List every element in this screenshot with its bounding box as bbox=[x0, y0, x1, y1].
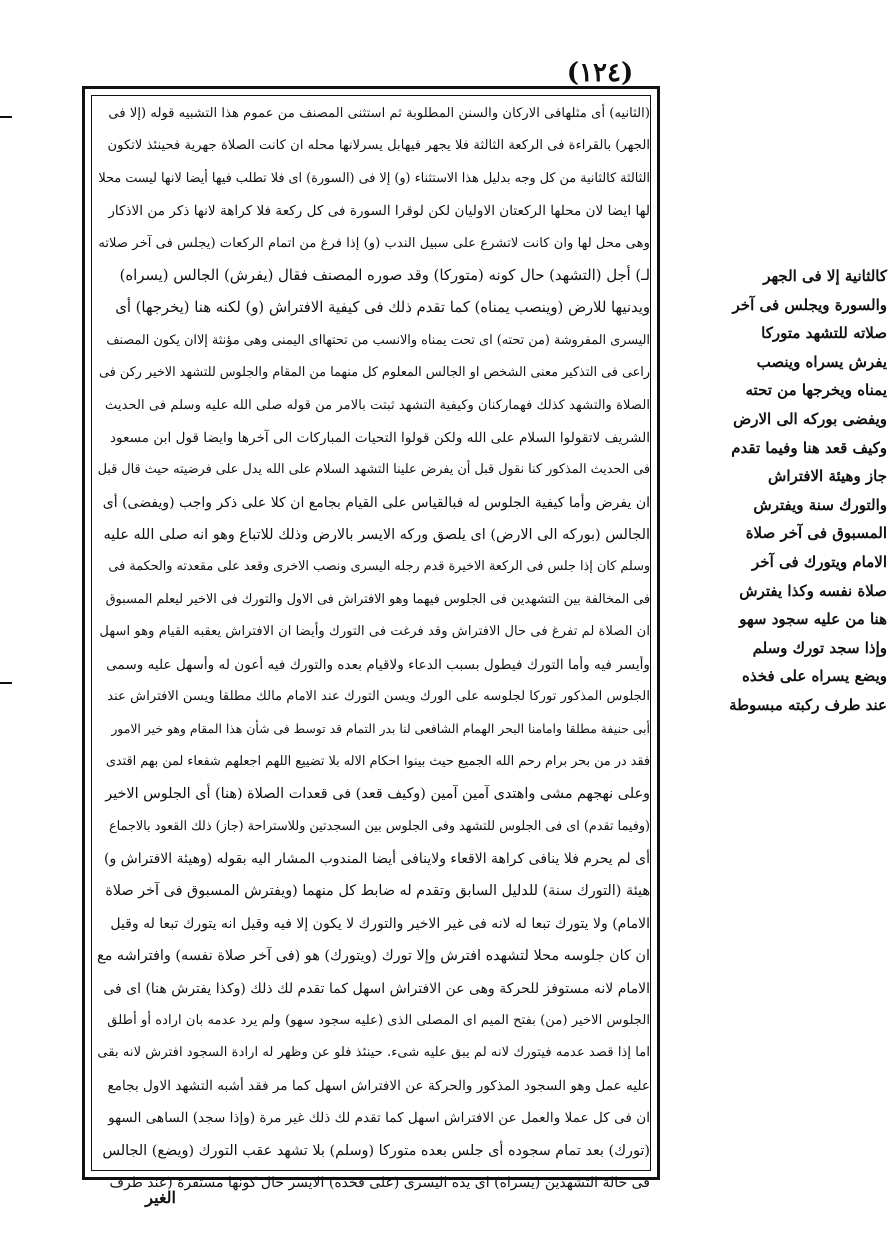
margin-line: والتورك سنة ويفترش bbox=[753, 495, 887, 514]
main-line: ان الصلاة لم تفرغ فى حال الافتراش وقد فرغت فى التورك وأيضا ان الافتراش يعقبه القيام وهو اسهل bbox=[99, 624, 650, 640]
main-line: اما إذا قصد عدمه فيتورك لانه لم يبق عليه شىء. حينئذ فلو عن وظهر له ارادة السجود افترش لانه بقى bbox=[97, 1045, 650, 1061]
margin-line: عند طرف ركبته مبسوطة bbox=[729, 695, 887, 714]
left-edge-mark-bottom bbox=[0, 682, 12, 684]
main-line: راعى فى التذكير معنى الشخص او الجالس المعلوم كل منهما من المقام والجلوس للتشهد الاخير ركن فى bbox=[99, 365, 650, 381]
main-line: أى لم يحرم فلا ينافى كراهة الاقعاء ولاينافى أيضا المندوب المشار اليه بقوله (وهيئة الافتراش و) bbox=[104, 850, 650, 867]
main-line: فى المخالفة بين التشهدين فى الجلوس فيهما وهو الافتراش فى الاول والتورك فى الاخير ليعلم المسبوق bbox=[105, 591, 650, 607]
left-edge-mark-top bbox=[0, 116, 12, 118]
margin-line: يمناه ويخرجها من تحته bbox=[745, 381, 887, 400]
margin-line: المسبوق فى آخر صلاة bbox=[745, 524, 887, 543]
main-line: الصلاة والتشهد كذلك فهماركنان وكيفية التشهد ثبتت بالامر من قوله صلى الله عليه وسلم فى الحديث bbox=[104, 397, 650, 413]
main-line: وأيسر فيه وأما التورك فيطول بسبب الدعاء ولاقيام بعده والتورك فيه أعون له وأسهل عليه وسمى bbox=[106, 656, 650, 673]
main-line: وسلم كان إذا جلس فى الركعة الاخيرة قدم رجله اليسرى ونصب الاخرى وقعد على مقعدته والحكمة فى bbox=[108, 559, 650, 575]
margin-line: الامام ويتورك فى آخر bbox=[752, 552, 887, 571]
main-line: لـ) أجل (التشهد) حال كونه (متوركا) وقد صوره المصنف فقال (يفرش) الجالس (يسراه) bbox=[119, 266, 650, 284]
margin-line: ويضع يسراه على فخذه bbox=[742, 667, 887, 686]
main-line: الجلوس المذكور توركا لجلوسه على الورك ويسن التورك عند الامام مالك مطلقا ويسن الافتراش عند bbox=[107, 689, 650, 705]
margin-line: صلاة نفسه وكذا يفترش bbox=[739, 581, 887, 600]
main-line: الجالس (بوركه الى الارض) اى يلصق وركه الايسر بالارض وذلك للاتباع وهو انه صلى الله عليه bbox=[103, 527, 650, 544]
margin-line: كالثانية إلا فى الجهر bbox=[763, 267, 887, 285]
main-line: الامام لانه مستوفز للحركة وهى عن الافتراش اسهل كما تقدم لك ذلك (وكذا يفترش هنا) اى فى bbox=[103, 980, 650, 997]
main-commentary-text bbox=[96, 98, 650, 1191]
catchword: الغير bbox=[145, 1188, 176, 1207]
main-line: عليه عمل وهو السجود المذكور والحركة عن الافتراش اسهل كما مر فقد أشبه التشهد الاول بجامع bbox=[107, 1077, 650, 1094]
main-line: الشريف لاتقولوا السلام على الله ولكن قولوا التحيات المباركات الى آخرها وايضا قول ابن مسعود bbox=[110, 429, 650, 446]
main-line: ان يفرض وأما كيفية الجلوس له فبالقياس على القيام بجامع ان كلا على ذكر واجب (ويفضى) أى bbox=[102, 494, 650, 511]
main-line: لها ايضا لان محلها الركعتان الاوليان لكن لوقرا السورة فى كل ركعة فلا كراهة لانها ذكر من الاذكار bbox=[108, 203, 650, 220]
main-line: ان فى كل عملا والعمل عن الافتراش اسهل كما تقدم لك ذلك غير مرة (وإذا سجد) الساهى السهو bbox=[108, 1110, 650, 1127]
main-line: وعلى نهجهم مشى واهتدى آمين آمين (وكيف قعد) فى قعدات الصلاة (هنا) أى الجلوس الاخير bbox=[105, 786, 650, 803]
main-line: اليسرى المفروشة (من تحته) اى تحت يمناه والانسب من تحتهااى اليمنى وهى مؤنثة إلاان يكون المصنف bbox=[106, 332, 650, 348]
main-line: الامام) ولا يتورك تبعا له لانه فى غير الاخير والتورك لا يكون إلا فيه وقيل انه يتورك تبعا له وقيل bbox=[110, 915, 650, 932]
main-line: (الثانيه) أى مثلهافى الاركان والسنن المطلوبة ثم استثنى المصنف من عموم هذا التشبيه قوله (إلا فى bbox=[108, 106, 650, 121]
main-line: هيئة (التورك سنة) للدليل السابق وتقدم له ضابط كل منهما (ويفترش المسبوق فى آخر صلاة bbox=[105, 883, 650, 900]
main-line: الثالثة كالثانية من كل وجه بدليل هذا الاستثناء (و) إلا فى (السورة) اى فلا تطلب فيها أيضا لانها ليست محلا bbox=[98, 170, 650, 186]
page-number: (١٢٤) bbox=[566, 58, 634, 88]
main-line: أبى حنيفة مطلقا وامامنا البحر الهمام الشافعى لنا بدر التمام قد توسط فى شأن هذا المقام وهو خير الامور bbox=[111, 721, 650, 737]
margin-line: يفرش يسراه وينصب bbox=[756, 352, 887, 371]
margin-line: والسورة ويجلس فى آخر bbox=[732, 295, 887, 314]
main-line: فقد در من بحر برام رحم الله الجميع حيث بينوا احكام الاله بلا تضييع اللهم اجعلهم شفعاء لمن بهم اقتدى bbox=[105, 753, 650, 769]
margin-line: وكيف قعد هنا وفيما تقدم bbox=[731, 438, 887, 457]
margin-line: ويفضى بوركه الى الارض bbox=[733, 409, 887, 428]
main-line: (تورك) بعد تمام سجوده أى جلس بعده متوركا (وسلم) بلا تشهد عقب التورك (ويضع) الجالس bbox=[102, 1142, 650, 1159]
margin-line: وإذا سجد تورك وسلم bbox=[752, 638, 887, 657]
main-line: الجهر) بالقراءة فى الركعة الثالثة فلا يجهر فيهابل يسرلانها محله ان كانت الصلاة جهرية فحينئذ لاتكون bbox=[107, 138, 650, 154]
main-line: فى حالة التشهدين (يسراه) اى يده اليسرى (على فخذه) الايسر حال كونها مستقرة (عند طرف bbox=[109, 1174, 650, 1191]
margin-matn-text bbox=[665, 262, 887, 720]
main-line: وهى محل لها وان كانت لاتشرع على سبيل الندب (و) إذا فرغ من اتمام الركعات (يجلس فى آخر صلاته bbox=[98, 235, 650, 251]
main-line: الجلوس الاخير (من) بفتح الميم اى المصلى الذى (عليه سجود سهو) ولم يرد عدمه بان اراده أو أطلق bbox=[107, 1012, 650, 1028]
margin-line: هنا من عليه سجود سهو bbox=[739, 610, 887, 629]
main-line: ويدنيها للارض (وينصب يمناه) كما تقدم ذلك فى كيفية الافتراش (و) لكنه هنا (يخرجها) أى bbox=[115, 299, 650, 317]
main-line: ان كان جلوسه محلا لتشهده افترش وإلا تورك (ويتورك) هو (فى آخر صلاة نفسه) وافتراشه مع bbox=[96, 948, 650, 965]
margin-line: جاز وهيئة الافتراش bbox=[768, 467, 887, 486]
margin-line: صلاته للتشهد متوركا bbox=[761, 324, 887, 343]
main-line: فى الحديث المذكور كنا نقول قبل أن يفرض علينا التشهد السلام على الله يدل على فرضيته حيث قال قبل bbox=[97, 462, 650, 478]
main-line: (وفيما تقدم) اى فى الجلوس للتشهد وفى الجلوس بين السجدتين وللاستراحة (جاز) ذلك القعود بالاجماع bbox=[108, 818, 650, 834]
